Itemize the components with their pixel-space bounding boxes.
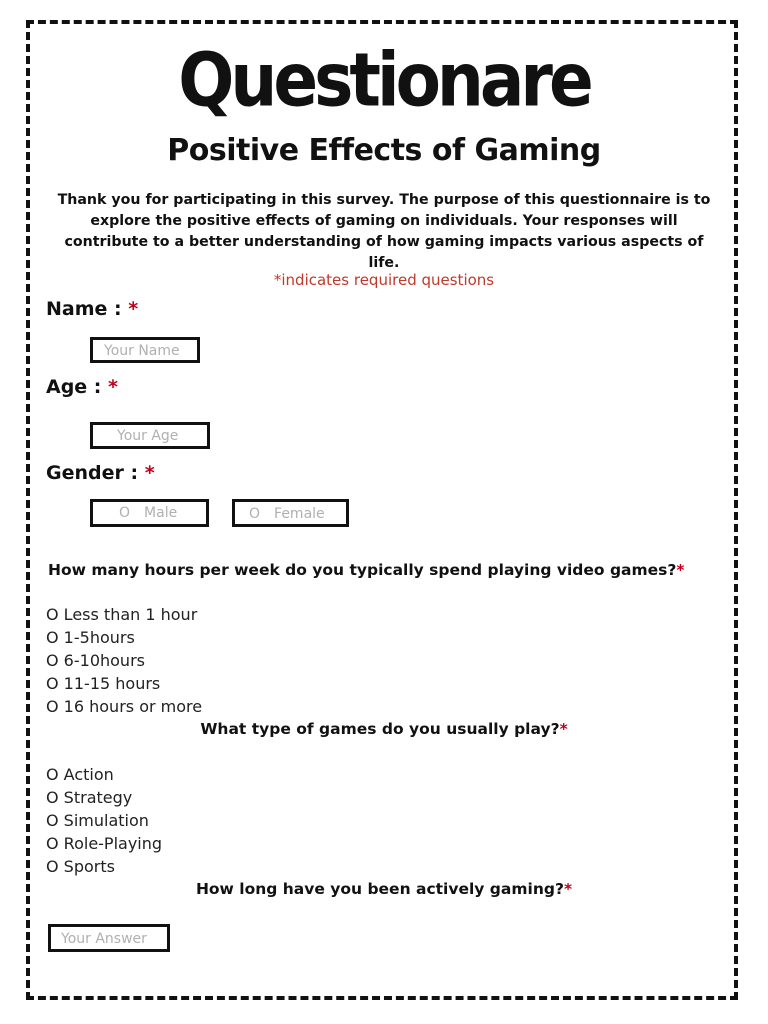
question-game-types bbox=[0, 718, 768, 740]
required-star: * bbox=[144, 462, 155, 484]
option-simulation[interactable]: O Simulation bbox=[46, 811, 149, 830]
age-label-text: Age : bbox=[46, 376, 102, 398]
age-input[interactable] bbox=[90, 422, 210, 449]
required-star: * bbox=[108, 376, 118, 398]
option-less-than-1-hour[interactable]: O Less than 1 hour bbox=[46, 605, 198, 624]
page-subtitle: Positive Effects of Gaming bbox=[167, 133, 601, 168]
option-11-15-hours[interactable]: O 11-15 hours bbox=[46, 674, 161, 693]
required-note: *indicates required questions bbox=[273, 271, 495, 289]
gender-male-label: Male bbox=[144, 505, 178, 521]
gaming-duration-input[interactable] bbox=[48, 924, 170, 952]
question-hours-per-week bbox=[48, 559, 685, 581]
option-role-playing[interactable]: O Role-Playing bbox=[46, 834, 163, 853]
radio-circle-icon: O bbox=[119, 505, 131, 521]
option-action[interactable]: O Action bbox=[46, 765, 114, 784]
required-star: * bbox=[563, 880, 573, 898]
gender-option-male[interactable] bbox=[90, 499, 209, 527]
radio-circle-icon: O bbox=[249, 506, 261, 522]
option-1-5-hours[interactable]: O 1-5hours bbox=[46, 628, 135, 647]
option-6-10-hours[interactable]: O 6-10hours bbox=[46, 651, 145, 670]
required-star: * bbox=[676, 561, 685, 579]
option-sports[interactable]: O Sports bbox=[46, 857, 115, 876]
question-text: What type of games do you usually play? bbox=[200, 720, 560, 738]
age-label bbox=[46, 374, 118, 400]
question-text: How many hours per week do you typically spend playing video games? bbox=[48, 561, 677, 579]
question-gaming-duration bbox=[0, 878, 768, 900]
name-label-text: Name : bbox=[46, 298, 122, 320]
required-star: * bbox=[128, 298, 139, 320]
page-title: Questionare bbox=[178, 37, 590, 124]
name-placeholder: Your Name bbox=[104, 343, 180, 359]
option-16-hours-or-more[interactable]: O 16 hours or more bbox=[46, 697, 203, 716]
name-input[interactable] bbox=[90, 337, 200, 363]
gender-option-female[interactable] bbox=[232, 499, 349, 527]
gender-female-label: Female bbox=[274, 506, 325, 522]
gender-label-text: Gender : bbox=[46, 462, 139, 484]
option-strategy[interactable]: O Strategy bbox=[46, 788, 133, 807]
answer-placeholder: Your Answer bbox=[61, 931, 147, 947]
age-placeholder: Your Age bbox=[117, 428, 179, 444]
name-label bbox=[46, 296, 138, 322]
gender-label bbox=[46, 460, 155, 486]
intro-text: Thank you for participating in this survey. The purpose of this questionnaire is to explore the positive effects of gaming on individuals. Your responses will contribute to a better understanding of how gaming impacts various aspects of life. bbox=[57, 192, 711, 271]
required-star: * bbox=[559, 720, 568, 738]
question-text: How long have you been actively gaming? bbox=[195, 880, 564, 898]
